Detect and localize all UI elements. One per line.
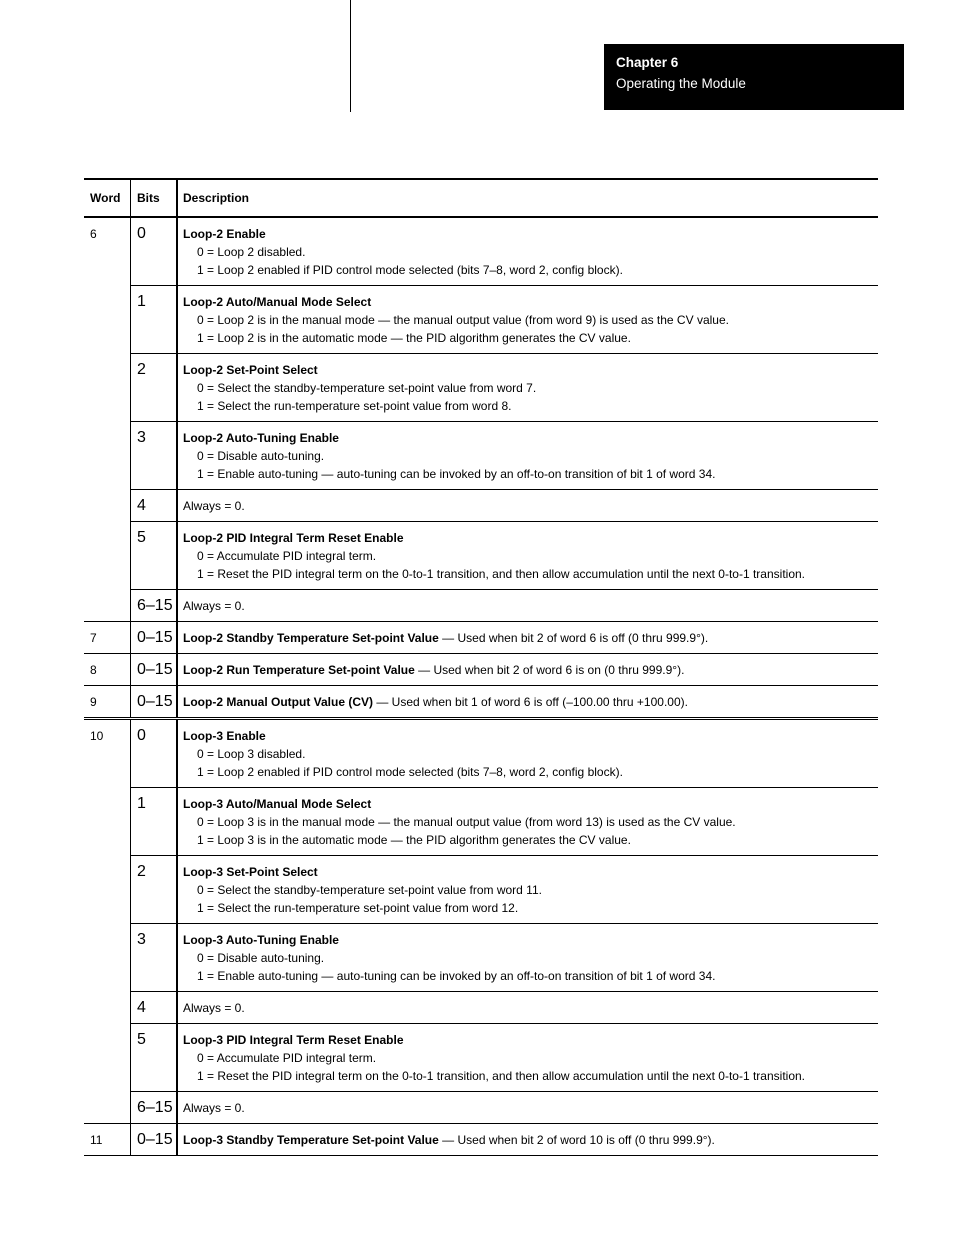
bits-cell: 3 — [131, 924, 178, 991]
bits-cell: 4 — [131, 992, 178, 1023]
table-body — [84, 218, 878, 1156]
option-line: 1 = Reset the PID integral term on the 0-to-1 transition, and then allow accumulation until the next 0-to-1 transition. — [197, 1069, 805, 1083]
description-title: Loop-2 Enable — [183, 227, 266, 241]
description-line — [183, 225, 878, 243]
chapter-header — [604, 44, 904, 110]
bits-cell: 3 — [131, 422, 178, 489]
description-line — [183, 727, 878, 745]
description-cell — [178, 856, 878, 923]
chapter-subtitle: Operating the Module — [616, 76, 746, 91]
bit-row — [131, 286, 878, 354]
description-title: Loop-3 Auto/Manual Mode Select — [183, 797, 372, 811]
page-divider-line — [350, 0, 351, 112]
table-row — [84, 622, 878, 654]
bit-row — [131, 654, 878, 685]
option-line: 0 = Disable auto-tuning. — [197, 449, 325, 463]
option-line: 0 = Loop 3 is in the manual mode — the manual output value (from word 13) is used as the CV value. — [197, 815, 736, 829]
option-line: 1 = Enable auto-tuning — auto-tuning can be invoked by an off-to-on transition of bit 1 of word 34. — [197, 467, 716, 481]
bits-cell: 6–15 — [131, 1092, 178, 1123]
option-line: 0 = Accumulate PID integral term. — [197, 549, 377, 563]
description-line — [183, 693, 878, 711]
bits-cell: 1 — [131, 286, 178, 353]
bit-row — [131, 590, 878, 621]
bit-row — [131, 992, 878, 1024]
bit-rows — [131, 654, 878, 685]
bit-row — [131, 686, 878, 717]
bit-row — [131, 1092, 878, 1123]
description-line — [183, 1131, 878, 1149]
description-line — [183, 429, 878, 447]
bits-cell: 0–15 — [131, 686, 178, 717]
description-title: Loop-2 Run Temperature Set-point Value — [183, 663, 415, 677]
word-cell: 8 — [84, 654, 131, 685]
chapter-label: Chapter 6 — [616, 55, 679, 70]
description-cell — [178, 686, 878, 717]
description-title: Loop-2 Auto/Manual Mode Select — [183, 295, 372, 309]
description-cell — [178, 720, 878, 787]
bit-row — [131, 490, 878, 522]
description-title: Loop-3 Set-Point Select — [183, 865, 318, 879]
bits-cell: 0–15 — [131, 622, 178, 653]
bits-cell: 2 — [131, 354, 178, 421]
table-row — [84, 686, 878, 720]
bits-cell: 5 — [131, 522, 178, 589]
table-header-row — [84, 178, 878, 218]
description-cell — [178, 354, 878, 421]
option-line: 0 = Select the standby-temperature set-point value from word 11. — [197, 883, 542, 897]
description-line — [183, 529, 878, 547]
bit-row — [131, 856, 878, 924]
description-line — [183, 293, 878, 311]
word-cell: 11 — [84, 1124, 131, 1155]
option-line: 1 = Loop 3 is in the automatic mode — the PID algorithm generates the CV value. — [197, 833, 631, 847]
bit-row — [131, 354, 878, 422]
option-line: 0 = Disable auto-tuning. — [197, 951, 325, 965]
description-inline-text: — Used when bit 2 of word 6 is on (0 thru 999.9°). — [414, 663, 685, 677]
table-row — [84, 218, 878, 622]
bits-cell: 5 — [131, 1024, 178, 1091]
table-row — [84, 654, 878, 686]
bit-row — [131, 218, 878, 286]
bit-rows — [131, 218, 878, 621]
description-line — [183, 795, 878, 813]
description-text: Always = 0. — [183, 1001, 245, 1015]
bits-cell: 0 — [131, 218, 178, 285]
description-title: Loop-3 Enable — [183, 729, 266, 743]
bits-cell: 6–15 — [131, 590, 178, 621]
description-cell — [178, 286, 878, 353]
bit-row — [131, 1124, 878, 1155]
description-cell — [178, 490, 878, 521]
description-cell — [178, 1092, 878, 1123]
bit-row — [131, 720, 878, 788]
description-title: Loop-3 Auto-Tuning Enable — [183, 933, 339, 947]
description-title: Loop-2 PID Integral Term Reset Enable — [183, 531, 404, 545]
bit-row — [131, 788, 878, 856]
table-row — [84, 1124, 878, 1156]
bits-cell: 0–15 — [131, 654, 178, 685]
bit-rows — [131, 720, 878, 1123]
description-cell — [178, 788, 878, 855]
description-cell — [178, 924, 878, 991]
description-cell — [178, 522, 878, 589]
description-text: Always = 0. — [183, 1101, 245, 1115]
description-line — [183, 629, 878, 647]
bit-row — [131, 1024, 878, 1092]
bit-row — [131, 924, 878, 992]
description-cell — [178, 1124, 878, 1155]
bit-rows — [131, 622, 878, 653]
description-title: Loop-2 Set-Point Select — [183, 363, 318, 377]
description-cell — [178, 654, 878, 685]
column-header-word: Word — [84, 180, 131, 216]
option-line: 1 = Loop 2 is in the automatic mode — the PID algorithm generates the CV value. — [197, 331, 631, 345]
option-line: 1 = Select the run-temperature set-point value from word 12. — [197, 901, 519, 915]
description-cell — [178, 992, 878, 1023]
option-line: 0 = Select the standby-temperature set-point value from word 7. — [197, 381, 537, 395]
bits-cell: 2 — [131, 856, 178, 923]
bits-cell: 1 — [131, 788, 178, 855]
description-title: Loop-3 PID Integral Term Reset Enable — [183, 1033, 404, 1047]
description-cell — [178, 622, 878, 653]
description-cell — [178, 218, 878, 285]
option-line: 1 = Loop 2 enabled if PID control mode selected (bits 7–8, word 2, config block). — [197, 263, 623, 277]
bit-row — [131, 422, 878, 490]
description-cell — [178, 1024, 878, 1091]
description-title: Loop-3 Standby Temperature Set-point Value — [183, 1133, 439, 1147]
description-title: Loop-2 Auto-Tuning Enable — [183, 431, 339, 445]
bit-row — [131, 622, 878, 653]
option-line: 1 = Reset the PID integral term on the 0-to-1 transition, and then allow accumulation until the next 0-to-1 transition. — [197, 567, 805, 581]
bit-row — [131, 522, 878, 590]
description-text: Always = 0. — [183, 599, 245, 613]
option-line: 1 = Loop 2 enabled if PID control mode selected (bits 7–8, word 2, config block). — [197, 765, 623, 779]
register-table — [84, 178, 878, 1156]
bits-cell: 0–15 — [131, 1124, 178, 1155]
description-line — [183, 661, 878, 679]
word-cell: 10 — [84, 720, 131, 1123]
bit-rows — [131, 1124, 878, 1155]
description-line — [183, 931, 878, 949]
description-text: Always = 0. — [183, 499, 245, 513]
column-header-description: Description — [183, 191, 250, 205]
description-inline-text: — Used when bit 2 of word 6 is off (0 thru 999.9°). — [438, 631, 709, 645]
option-line: 0 = Loop 3 disabled. — [197, 747, 306, 761]
bit-rows — [131, 686, 878, 717]
description-line — [183, 1031, 878, 1049]
bits-cell: 4 — [131, 490, 178, 521]
option-line: 0 = Accumulate PID integral term. — [197, 1051, 377, 1065]
description-cell — [178, 422, 878, 489]
description-line — [183, 863, 878, 881]
description-title: Loop-2 Standby Temperature Set-point Value — [183, 631, 439, 645]
description-inline-text: — Used when bit 2 of word 10 is off (0 thru 999.9°). — [438, 1133, 715, 1147]
description-cell — [178, 590, 878, 621]
word-cell: 9 — [84, 686, 131, 717]
option-line: 0 = Loop 2 disabled. — [197, 245, 306, 259]
description-line — [183, 361, 878, 379]
option-line: 0 = Loop 2 is in the manual mode — the manual output value (from word 9) is used as the CV value. — [197, 313, 729, 327]
option-line: 1 = Enable auto-tuning — auto-tuning can be invoked by an off-to-on transition of bit 1 of word 34. — [197, 969, 716, 983]
option-line: 1 = Select the run-temperature set-point value from word 8. — [197, 399, 512, 413]
word-cell: 6 — [84, 218, 131, 621]
description-inline-text: — Used when bit 1 of word 6 is off (–100.00 thru +100.00). — [373, 695, 688, 709]
bits-cell: 0 — [131, 720, 178, 787]
description-title: Loop-2 Manual Output Value (CV) — [183, 695, 373, 709]
word-cell: 7 — [84, 622, 131, 653]
column-header-bits: Bits — [131, 180, 178, 216]
table-row — [84, 720, 878, 1124]
